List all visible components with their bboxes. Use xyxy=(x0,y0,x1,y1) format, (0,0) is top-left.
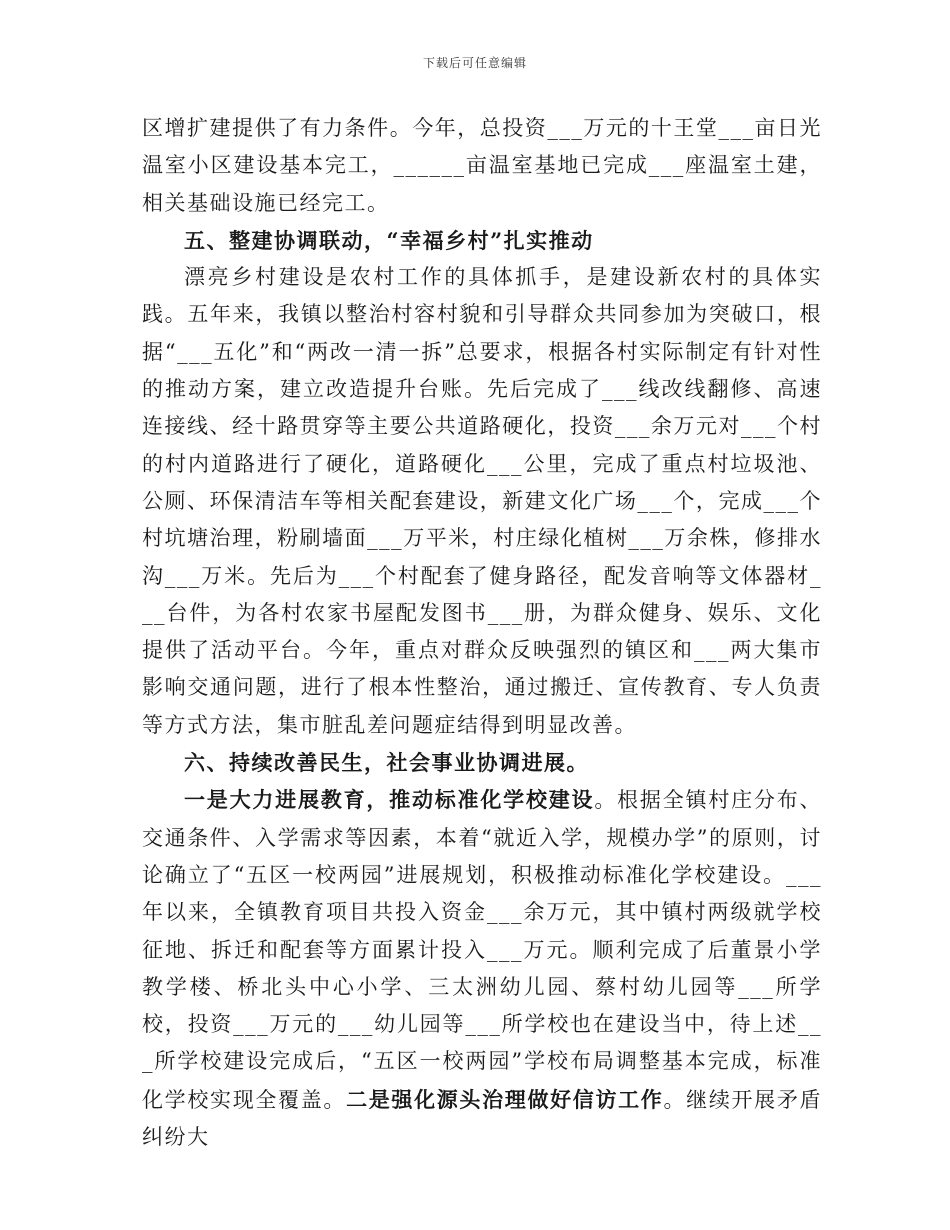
paragraph-continuation: 区增扩建提供了有力条件。今年，总投资___万元的十王堂___亩日光温室小区建设基本完工，______亩温室基地已完成___座温室土建，相关基础设施已经完工。 xyxy=(142,116,822,215)
section-heading-six: 六、持续改善民生，社会事业协调进展。 xyxy=(184,750,589,776)
petition-lead-bold: 二是强化源头治理做好信访工作 xyxy=(346,1086,664,1112)
paragraph-beautiful-village: 漂亮乡村建设是农村工作的具体抓手，是建设新农村的具体实践。五年来，我镇以整治村容村貌和引导群众共同参加为突破口，根据“___五化”和“两改一清一拆”总要求，根据各村实际制定有针对性的推动方案，建立改造提升台账。先后完成了___线改线翻修、高速连接线、经十路贯穿等主要公共道路硬化，投资___余万元对___个村的村内道路进行了硬化，道路硬化___公里，完成了重点村垃圾池、公厕、环保清洁车等相关配套建设，新建文化广场___个，完成___个村坑塘治理，粉刷墙面___万平米，村庄绿化植树___万余株，修排水沟___万米。先后为___个村配套了健身路径，配发音响等文体器材___台件，为各村农家书屋配发图书___册，为群众健身、娱乐、文化提供了活动平台。今年，重点对群众反映强烈的镇区和___两大集市影响交通问题，进行了根本性整治，通过搬迁、宣传教育、专人负责等方式方法，集市脏乱差问题症结得到明显改善。 xyxy=(142,265,822,737)
document-body xyxy=(142,110,822,1156)
education-lead-bold: 一是大力进展教育，推动标准化学校建设 xyxy=(184,787,595,813)
petition-text: 。继续开展矛盾纠纷大 xyxy=(142,1087,823,1150)
section-heading-five: 五、整建协调联动，“幸福乡村”扎实推动 xyxy=(184,227,594,253)
page-header: 下载后可任意编辑 xyxy=(422,56,527,70)
paragraph-education xyxy=(142,781,822,1156)
education-text: 。根据全镇村庄分布、交通条件、入学需求等因素，本着“就近入学，规模办学”的原则，讨论确立了“五区一校两园”进展规划，积极推动标准化学校建设。___年以来，全镇教育项目共投入资金___余万元，其中镇村两级就学校征地、拆迁和配套等方面累计投入___万元。顺利完成了后董景小学教学楼、桥北头中心小学、三太洲幼儿园、蔡村幼儿园等___所学校，投资___万元的___幼儿园等___所学校也在建设当中，待上述___所学校建设完成后，“五区一校两园”学校布局调整基本完成，标准化学校实现全覆盖。 xyxy=(142,788,823,1112)
